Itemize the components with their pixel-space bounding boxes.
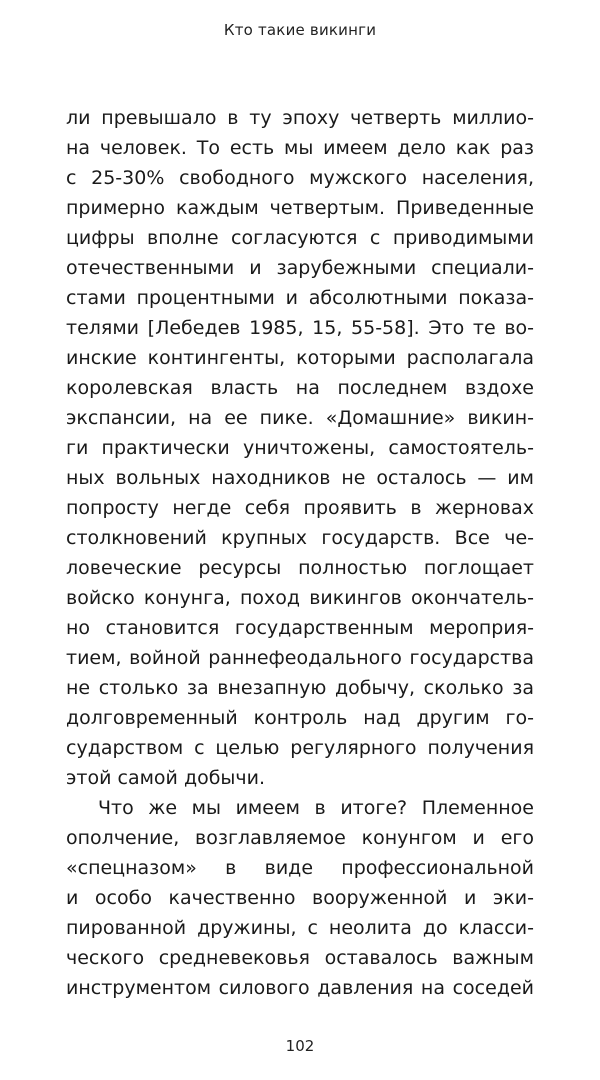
text-line: стами процентными и абсолютными показа- [66,287,534,309]
text-line: телями [Лебедев 1985, 15, 55-58]. Это те во- [66,317,534,339]
text-line: на человек. То есть мы имеем дело как раз [66,137,534,159]
text-line: экспансии, на ее пике. «Домашние» викин- [66,407,534,429]
body-text [66,103,534,1003]
text-line: тием, войной раннефеодального государства [66,647,534,669]
text-line: этой самой добычи. [66,767,266,789]
page-number: 102 [285,1037,315,1055]
paragraph-1 [66,103,534,793]
text-line: отечественными и зарубежными специали- [66,257,534,279]
text-line: ги практически уничтожены, самостоятель- [66,437,534,459]
text-line: Что же мы имеем в итоге? Племенное [98,797,534,819]
text-line: но становится государственным мероприя- [66,617,534,639]
text-line: ловеческие ресурсы полностью поглощает [66,557,534,579]
text-line: королевская власть на последнем вздохе [66,377,534,399]
text-line: ли превышало в ту эпоху четверть миллио- [66,107,534,129]
paragraph-2 [66,793,534,1003]
text-line: долговременный контроль над другим го- [66,707,534,729]
text-line: не столько за внезапную добычу, сколько за [66,677,534,699]
text-line: и особо качественно вооруженной и эки- [66,887,534,909]
text-line: инструментом силового давления на соседей [66,977,534,999]
text-line: цифры вполне согласуются с приводимыми [66,227,534,249]
text-line: войско конунга, поход викингов окончатель- [66,587,534,609]
text-line: инские контингенты, которыми располагала [66,347,534,369]
text-line: ческого средневековья оставалось важным [66,947,534,969]
running-header: Кто такие викинги [223,21,377,39]
text-line: столкновений крупных государств. Все че- [66,527,534,549]
text-line: с 25-30% свободного мужского населения, [66,167,534,189]
text-line: ных вольных находников не осталось — им [66,467,534,489]
text-line: сударством с целью регулярного получения [66,737,534,759]
text-line: «спецназом» в виде профессиональной [66,857,534,879]
text-line: пированной дружины, с неолита до класси- [66,917,534,939]
text-line: попросту негде себя проявить в жерновах [66,497,534,519]
text-line: ополчение, возглавляемое конунгом и его [66,827,534,849]
text-line: примерно каждым четвертым. Приведенные [66,197,534,219]
